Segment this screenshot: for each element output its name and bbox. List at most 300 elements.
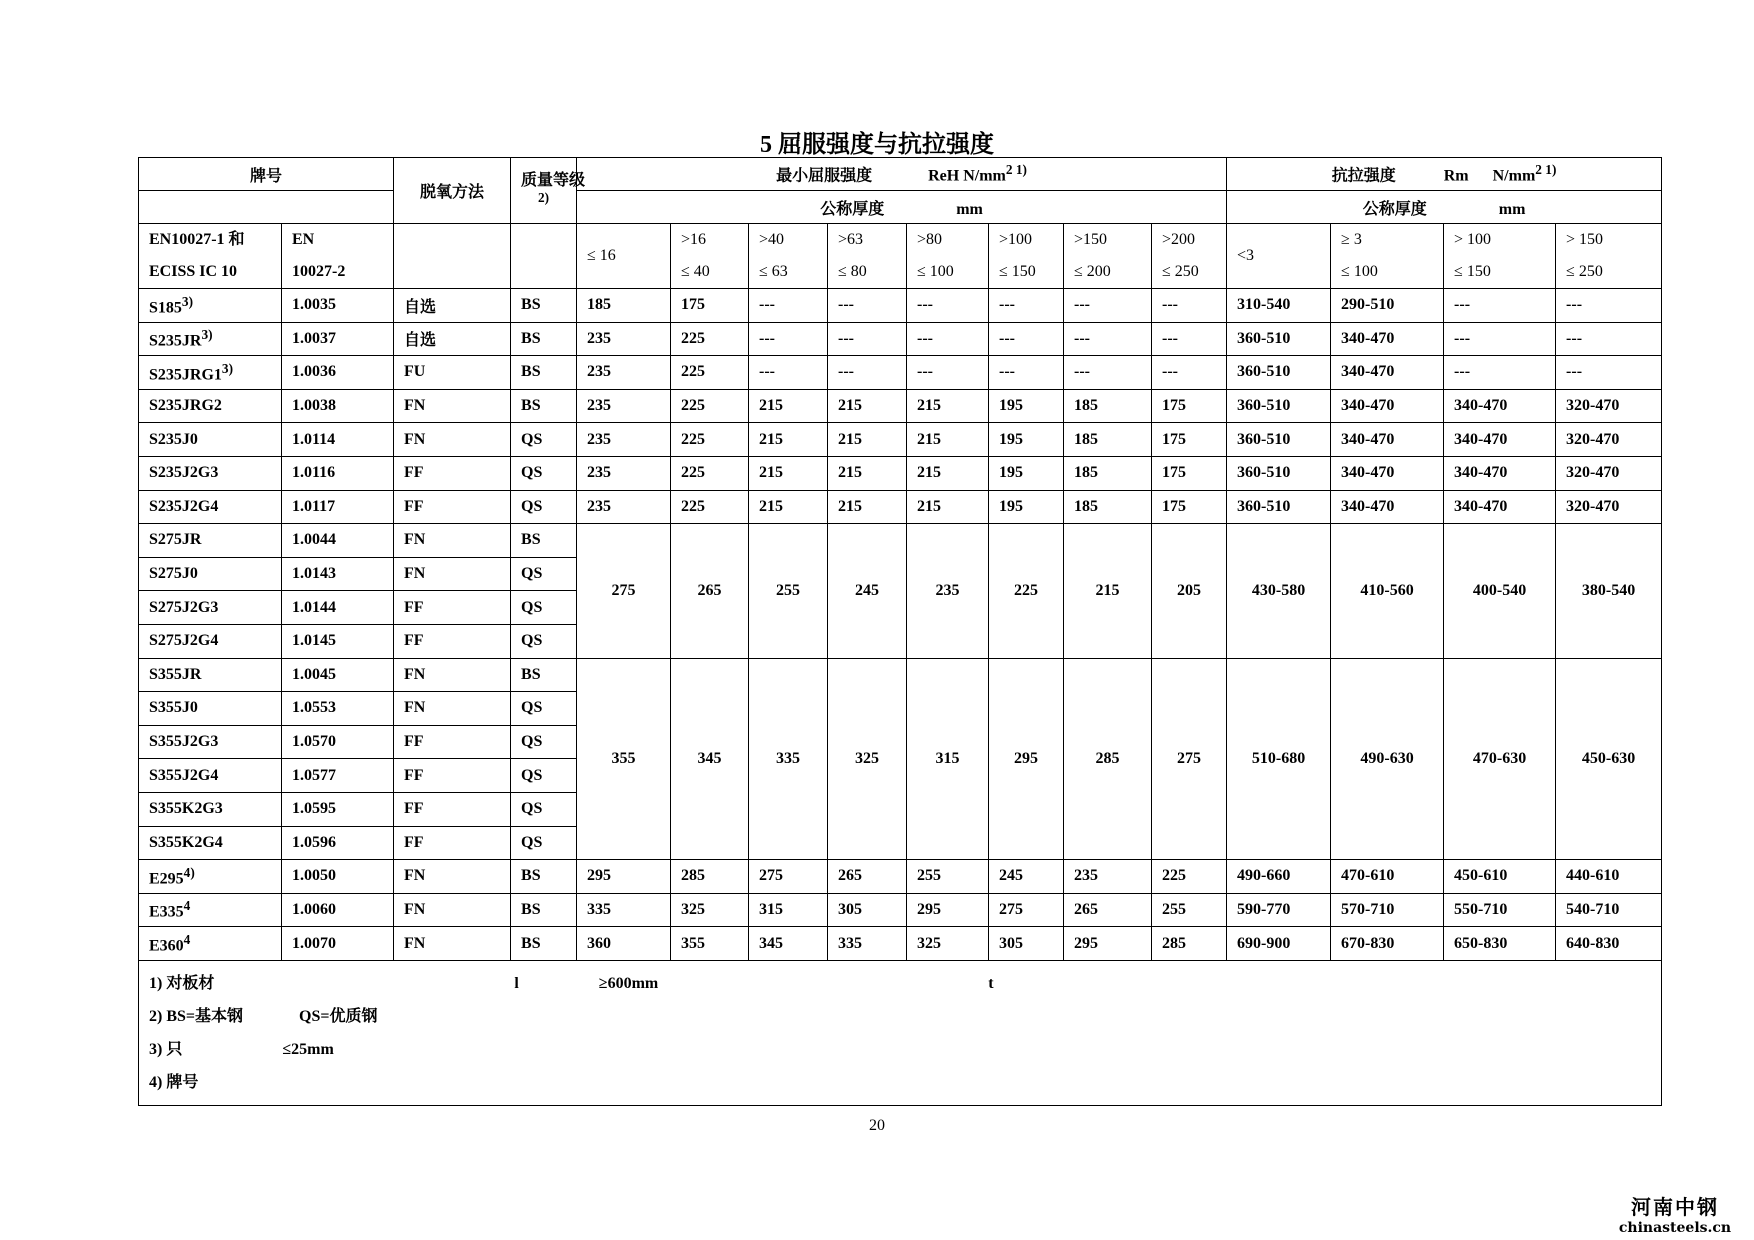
thickness-range-header bbox=[1152, 224, 1227, 289]
deoxidation-method: FF bbox=[394, 792, 511, 826]
note-3-a: 3) 只 bbox=[149, 1040, 183, 1058]
thickness-range-lower: > 150 bbox=[1566, 231, 1604, 248]
yield-value: 185 bbox=[577, 289, 671, 323]
yield-value: --- bbox=[1152, 322, 1227, 356]
material-number: 1.0037 bbox=[282, 322, 394, 356]
tensile-value: --- bbox=[1444, 356, 1556, 390]
thickness-range-lower: ≥ 3 bbox=[1341, 231, 1362, 248]
header-deoxidation: 脱氧方法 bbox=[394, 158, 511, 224]
thickness-range-upper: ≤ 100 bbox=[917, 263, 954, 280]
header-tensile-symbol: Rm bbox=[1443, 167, 1469, 185]
header-quality-spacer bbox=[511, 224, 577, 289]
strength-table-container bbox=[138, 157, 1661, 1106]
thickness-range-upper: ≤ 80 bbox=[838, 263, 867, 280]
yield-value: 215 bbox=[828, 423, 907, 457]
header-yield-title: 最小屈服强度 bbox=[776, 167, 873, 185]
material-number: 1.0035 bbox=[282, 289, 394, 323]
grade-name: S275J2G4 bbox=[149, 632, 219, 650]
thickness-range-upper: ≤ 63 bbox=[759, 263, 788, 280]
yield-value-merged: 255 bbox=[749, 524, 828, 658]
grade-footnote: 4 bbox=[183, 898, 191, 914]
tensile-value: 360-510 bbox=[1227, 322, 1331, 356]
grade-name: S275J2G3 bbox=[149, 598, 219, 616]
material-number: 1.0596 bbox=[282, 826, 394, 860]
quality-class: QS bbox=[511, 624, 577, 658]
thickness-range-upper: ≤ 150 bbox=[1454, 263, 1491, 280]
grade-footnote: 4 bbox=[183, 931, 191, 947]
thickness-range-upper: ≤ 250 bbox=[1566, 263, 1603, 280]
grade-cell bbox=[139, 893, 282, 927]
yield-value: 275 bbox=[749, 860, 828, 894]
tensile-value: 360-510 bbox=[1227, 389, 1331, 423]
grade-name: S355K2G4 bbox=[149, 833, 223, 851]
thickness-range-header bbox=[1227, 224, 1331, 289]
yield-value: --- bbox=[1064, 356, 1152, 390]
header-deox-spacer bbox=[394, 224, 511, 289]
yield-value: 215 bbox=[907, 490, 989, 524]
yield-value: 295 bbox=[1064, 927, 1152, 961]
yield-value: 295 bbox=[907, 893, 989, 927]
watermark-en: chinasteels.cn bbox=[1618, 1220, 1732, 1236]
yield-value: 185 bbox=[1064, 389, 1152, 423]
yield-value: 255 bbox=[907, 860, 989, 894]
tensile-value: 290-510 bbox=[1331, 289, 1444, 323]
quality-class: QS bbox=[511, 490, 577, 524]
tensile-value: 570-710 bbox=[1331, 893, 1444, 927]
header-tensile-title: 抗拉强度 bbox=[1331, 167, 1396, 185]
header-quality-label: 质量等级 bbox=[521, 172, 586, 190]
yield-value: 325 bbox=[907, 927, 989, 961]
page-title: 5 屈服强度与抗拉强度 bbox=[760, 132, 994, 158]
tensile-value-merged: 450-630 bbox=[1556, 658, 1662, 860]
thickness-range-header bbox=[907, 224, 989, 289]
note-2 bbox=[149, 1000, 1651, 1033]
yield-value-merged: 315 bbox=[907, 658, 989, 860]
header-en10027-1 bbox=[139, 224, 282, 289]
deoxidation-method: FF bbox=[394, 759, 511, 793]
grade-name: E335 bbox=[149, 903, 184, 921]
yield-value: 215 bbox=[749, 456, 828, 490]
grade-cell bbox=[139, 557, 282, 591]
deoxidation-method: FF bbox=[394, 490, 511, 524]
note-1 bbox=[149, 967, 1651, 1000]
grade-cell bbox=[139, 692, 282, 726]
material-number: 1.0577 bbox=[282, 759, 394, 793]
grade-cell bbox=[139, 289, 282, 323]
yield-value: 335 bbox=[577, 893, 671, 927]
yield-value: 175 bbox=[671, 289, 749, 323]
grade-name: S355J0 bbox=[149, 699, 198, 717]
thickness-range-header bbox=[989, 224, 1064, 289]
yield-value: 175 bbox=[1152, 389, 1227, 423]
tensile-value: 360-510 bbox=[1227, 423, 1331, 457]
yield-value: --- bbox=[1152, 356, 1227, 390]
note-1-c: ≥600mm bbox=[598, 974, 659, 992]
yield-value: 335 bbox=[828, 927, 907, 961]
yield-value-merged: 345 bbox=[671, 658, 749, 860]
header-yield-symbol: ReH N/mm bbox=[928, 167, 1006, 185]
grade-name: S275JR bbox=[149, 531, 202, 549]
yield-value: 355 bbox=[671, 927, 749, 961]
yield-value-merged: 265 bbox=[671, 524, 749, 658]
yield-value: 275 bbox=[989, 893, 1064, 927]
grade-cell bbox=[139, 389, 282, 423]
tensile-value: 550-710 bbox=[1444, 893, 1556, 927]
thickness-range-lower: <3 bbox=[1237, 247, 1255, 264]
grade-cell bbox=[139, 591, 282, 625]
deoxidation-method: FN bbox=[394, 692, 511, 726]
thickness-range-lower: >100 bbox=[999, 231, 1033, 248]
yield-value: 215 bbox=[828, 389, 907, 423]
yield-value-merged: 205 bbox=[1152, 524, 1227, 658]
grade-cell bbox=[139, 423, 282, 457]
thickness-range-lower: ≤ 16 bbox=[587, 247, 616, 264]
yield-value: 195 bbox=[989, 490, 1064, 524]
thickness-range-upper: ≤ 200 bbox=[1074, 263, 1111, 280]
table-row bbox=[139, 356, 1662, 390]
grade-cell bbox=[139, 759, 282, 793]
material-number: 1.0060 bbox=[282, 893, 394, 927]
yield-value: 215 bbox=[749, 389, 828, 423]
yield-value: 325 bbox=[671, 893, 749, 927]
deoxidation-method: FF bbox=[394, 624, 511, 658]
yield-value: --- bbox=[1064, 289, 1152, 323]
grade-name: S355J2G3 bbox=[149, 733, 219, 751]
grade-name: S185 bbox=[149, 298, 182, 316]
note-1-d: t bbox=[988, 974, 994, 992]
tensile-value: --- bbox=[1556, 322, 1662, 356]
material-number: 1.0044 bbox=[282, 524, 394, 558]
quality-class: BS bbox=[511, 927, 577, 961]
material-number: 1.0595 bbox=[282, 792, 394, 826]
material-number: 1.0145 bbox=[282, 624, 394, 658]
yield-value: 225 bbox=[671, 490, 749, 524]
note-3 bbox=[149, 1033, 1651, 1066]
grade-name: S275J0 bbox=[149, 565, 198, 583]
table-row bbox=[139, 289, 1662, 323]
yield-value: --- bbox=[989, 356, 1064, 390]
yield-value: 315 bbox=[749, 893, 828, 927]
tensile-value: 640-830 bbox=[1556, 927, 1662, 961]
quality-class: BS bbox=[511, 658, 577, 692]
yield-value: 215 bbox=[907, 456, 989, 490]
header-tensile-mm: mm bbox=[1498, 200, 1526, 218]
header-tensile-sup: 2 1) bbox=[1535, 162, 1557, 178]
note-1-b: l bbox=[514, 974, 519, 992]
grade-cell bbox=[139, 826, 282, 860]
tensile-value: 650-830 bbox=[1444, 927, 1556, 961]
material-number: 1.0570 bbox=[282, 725, 394, 759]
yield-value: 305 bbox=[828, 893, 907, 927]
yield-value: 235 bbox=[577, 356, 671, 390]
tensile-value-merged: 380-540 bbox=[1556, 524, 1662, 658]
grade-name: E360 bbox=[149, 937, 184, 955]
yield-value: 285 bbox=[671, 860, 749, 894]
material-number: 1.0553 bbox=[282, 692, 394, 726]
yield-value: 245 bbox=[989, 860, 1064, 894]
grade-cell bbox=[139, 524, 282, 558]
table-row bbox=[139, 893, 1662, 927]
yield-value: --- bbox=[749, 289, 828, 323]
yield-value: 295 bbox=[577, 860, 671, 894]
tensile-value: 340-470 bbox=[1331, 389, 1444, 423]
watermark-cn: 河南中钢 bbox=[1631, 1195, 1719, 1219]
quality-class: QS bbox=[511, 423, 577, 457]
deoxidation-method: FF bbox=[394, 591, 511, 625]
yield-value-merged: 275 bbox=[577, 524, 671, 658]
grade-cell bbox=[139, 792, 282, 826]
thickness-range-header bbox=[577, 224, 671, 289]
yield-value: 215 bbox=[749, 490, 828, 524]
grade-footnote: 3) bbox=[221, 360, 234, 376]
deoxidation-method: FU bbox=[394, 356, 511, 390]
yield-value: --- bbox=[828, 322, 907, 356]
grade-footnote: 3) bbox=[201, 327, 213, 343]
table-row bbox=[139, 423, 1662, 457]
tensile-value: 340-470 bbox=[1331, 423, 1444, 457]
watermark-logo bbox=[1600, 1191, 1750, 1236]
header-grade-spacer bbox=[139, 191, 394, 224]
quality-class: BS bbox=[511, 322, 577, 356]
thickness-range-lower: >40 bbox=[759, 231, 785, 248]
thickness-range-header bbox=[1444, 224, 1556, 289]
yield-value: --- bbox=[907, 322, 989, 356]
grade-name: S355J2G4 bbox=[149, 766, 219, 784]
yield-value-merged: 295 bbox=[989, 658, 1064, 860]
header-yield bbox=[577, 158, 1227, 191]
grade-name: S235JR bbox=[149, 332, 202, 350]
header-en10027-1-a: EN10027-1 和 bbox=[149, 231, 245, 248]
header-quality-sup: 2) bbox=[537, 190, 550, 206]
quality-class: QS bbox=[511, 591, 577, 625]
yield-value: 265 bbox=[828, 860, 907, 894]
grade-cell bbox=[139, 860, 282, 894]
material-number: 1.0038 bbox=[282, 389, 394, 423]
tensile-value-merged: 490-630 bbox=[1331, 658, 1444, 860]
thickness-range-lower: >63 bbox=[838, 231, 864, 248]
grade-footnote: 3) bbox=[181, 293, 194, 309]
header-yield-mm: mm bbox=[956, 200, 983, 218]
yield-value: --- bbox=[828, 356, 907, 390]
header-yield-sup: 2 1) bbox=[1005, 162, 1027, 178]
tensile-value: 440-610 bbox=[1556, 860, 1662, 894]
deoxidation-method: FN bbox=[394, 658, 511, 692]
yield-value: --- bbox=[1152, 289, 1227, 323]
thickness-range-header bbox=[749, 224, 828, 289]
yield-value-merged: 235 bbox=[907, 524, 989, 658]
yield-value: --- bbox=[749, 356, 828, 390]
grade-name: E295 bbox=[149, 870, 184, 888]
yield-value: 225 bbox=[671, 423, 749, 457]
tensile-value: 320-470 bbox=[1556, 490, 1662, 524]
thickness-range-header bbox=[1064, 224, 1152, 289]
tensile-value-merged: 510-680 bbox=[1227, 658, 1331, 860]
yield-value-merged: 245 bbox=[828, 524, 907, 658]
quality-class: QS bbox=[511, 557, 577, 591]
thickness-range-upper: ≤ 150 bbox=[999, 263, 1036, 280]
tensile-value: 450-610 bbox=[1444, 860, 1556, 894]
yield-value: --- bbox=[749, 322, 828, 356]
yield-value: 305 bbox=[989, 927, 1064, 961]
strength-table bbox=[138, 157, 1662, 1106]
quality-class: BS bbox=[511, 893, 577, 927]
grade-footnote: 4) bbox=[183, 864, 195, 880]
yield-value: --- bbox=[907, 356, 989, 390]
tensile-value: 360-510 bbox=[1227, 490, 1331, 524]
yield-value: 235 bbox=[577, 423, 671, 457]
quality-class: BS bbox=[511, 860, 577, 894]
grade-cell bbox=[139, 927, 282, 961]
grade-cell bbox=[139, 322, 282, 356]
tensile-value: 340-470 bbox=[1444, 423, 1556, 457]
yield-value: 185 bbox=[1064, 490, 1152, 524]
tensile-value: 690-900 bbox=[1227, 927, 1331, 961]
yield-value: 215 bbox=[749, 423, 828, 457]
tensile-value: --- bbox=[1444, 289, 1556, 323]
tensile-value: 340-470 bbox=[1331, 356, 1444, 390]
yield-value: 175 bbox=[1152, 490, 1227, 524]
yield-value-merged: 325 bbox=[828, 658, 907, 860]
tensile-value: 340-470 bbox=[1331, 456, 1444, 490]
yield-value: 285 bbox=[1152, 927, 1227, 961]
quality-class: QS bbox=[511, 456, 577, 490]
material-number: 1.0070 bbox=[282, 927, 394, 961]
tensile-value: 340-470 bbox=[1331, 490, 1444, 524]
grade-name: S235J2G4 bbox=[149, 497, 219, 515]
yield-value: 225 bbox=[671, 322, 749, 356]
header-en10027-2-a: EN bbox=[292, 231, 315, 248]
thickness-range-lower: >150 bbox=[1074, 231, 1108, 248]
quality-class: QS bbox=[511, 692, 577, 726]
yield-value: 215 bbox=[828, 456, 907, 490]
yield-value-merged: 285 bbox=[1064, 658, 1152, 860]
tensile-value: 340-470 bbox=[1444, 490, 1556, 524]
quality-class: BS bbox=[511, 356, 577, 390]
deoxidation-method: FN bbox=[394, 927, 511, 961]
quality-class: BS bbox=[511, 289, 577, 323]
table-row bbox=[139, 456, 1662, 490]
tensile-value: 670-830 bbox=[1331, 927, 1444, 961]
page-number: 20 bbox=[869, 1117, 885, 1134]
tensile-value-merged: 400-540 bbox=[1444, 524, 1556, 658]
material-number: 1.0114 bbox=[282, 423, 394, 457]
yield-value: 235 bbox=[577, 456, 671, 490]
notes-row bbox=[139, 960, 1662, 1105]
header-yield-thickness bbox=[577, 191, 1227, 224]
quality-class: QS bbox=[511, 725, 577, 759]
header-yield-thickness-label: 公称厚度 bbox=[820, 200, 885, 218]
note-1-a: 1) 对板材 bbox=[149, 974, 215, 992]
material-number: 1.0050 bbox=[282, 860, 394, 894]
grade-cell bbox=[139, 658, 282, 692]
thickness-range-header bbox=[828, 224, 907, 289]
tensile-value: 360-510 bbox=[1227, 356, 1331, 390]
yield-value: 265 bbox=[1064, 893, 1152, 927]
material-number: 1.0143 bbox=[282, 557, 394, 591]
tensile-value: 360-510 bbox=[1227, 456, 1331, 490]
tensile-value: 320-470 bbox=[1556, 456, 1662, 490]
grade-cell bbox=[139, 356, 282, 390]
material-number: 1.0116 bbox=[282, 456, 394, 490]
quality-class: QS bbox=[511, 759, 577, 793]
notes-cell bbox=[139, 960, 1662, 1105]
yield-value-merged: 225 bbox=[989, 524, 1064, 658]
deoxidation-method: FN bbox=[394, 389, 511, 423]
tensile-value: 340-470 bbox=[1444, 389, 1556, 423]
tensile-value: 320-470 bbox=[1556, 389, 1662, 423]
yield-value: --- bbox=[989, 289, 1064, 323]
yield-value: 360 bbox=[577, 927, 671, 961]
yield-value: 215 bbox=[907, 389, 989, 423]
header-en10027-2 bbox=[282, 224, 394, 289]
yield-value: 225 bbox=[671, 356, 749, 390]
material-number: 1.0144 bbox=[282, 591, 394, 625]
deoxidation-method: FN bbox=[394, 423, 511, 457]
yield-value: 235 bbox=[577, 490, 671, 524]
material-number: 1.0036 bbox=[282, 356, 394, 390]
header-en10027-2-b: 10027-2 bbox=[292, 263, 346, 280]
yield-value: 175 bbox=[1152, 456, 1227, 490]
thickness-range-lower: > 100 bbox=[1454, 231, 1492, 248]
grade-name: S235J2G3 bbox=[149, 464, 219, 482]
yield-value: 225 bbox=[671, 389, 749, 423]
yield-value: 175 bbox=[1152, 423, 1227, 457]
tensile-value: 540-710 bbox=[1556, 893, 1662, 927]
thickness-range-upper: ≤ 250 bbox=[1162, 263, 1199, 280]
yield-value: 185 bbox=[1064, 423, 1152, 457]
table-row bbox=[139, 490, 1662, 524]
table-row bbox=[139, 927, 1662, 961]
note-3-b: ≤25mm bbox=[282, 1040, 334, 1058]
thickness-range-header bbox=[1331, 224, 1444, 289]
yield-value: 195 bbox=[989, 423, 1064, 457]
header-tensile-thickness-label: 公称厚度 bbox=[1362, 200, 1427, 218]
tensile-value: 320-470 bbox=[1556, 423, 1662, 457]
yield-value: 345 bbox=[749, 927, 828, 961]
thickness-range-lower: >16 bbox=[681, 231, 707, 248]
yield-value: --- bbox=[907, 289, 989, 323]
table-row bbox=[139, 658, 1662, 692]
header-quality bbox=[511, 158, 586, 224]
material-number: 1.0117 bbox=[282, 490, 394, 524]
yield-value: 195 bbox=[989, 456, 1064, 490]
note-4: 4) 牌号 bbox=[149, 1073, 199, 1091]
yield-value-merged: 275 bbox=[1152, 658, 1227, 860]
tensile-value: 590-770 bbox=[1227, 893, 1331, 927]
yield-value: --- bbox=[1064, 322, 1152, 356]
thickness-range-lower: >200 bbox=[1162, 231, 1196, 248]
quality-class: QS bbox=[511, 792, 577, 826]
yield-value: 255 bbox=[1152, 893, 1227, 927]
deoxidation-method: FF bbox=[394, 725, 511, 759]
tensile-value: 340-470 bbox=[1444, 456, 1556, 490]
tensile-value-merged: 410-560 bbox=[1331, 524, 1444, 658]
quality-class: BS bbox=[511, 389, 577, 423]
tensile-value: --- bbox=[1556, 289, 1662, 323]
yield-value: 185 bbox=[1064, 456, 1152, 490]
thickness-range-upper: ≤ 100 bbox=[1341, 263, 1378, 280]
grade-name: S235JRG2 bbox=[149, 397, 222, 415]
header-tensile-unit: N/mm bbox=[1492, 167, 1536, 185]
yield-value: 215 bbox=[907, 423, 989, 457]
yield-value-merged: 215 bbox=[1064, 524, 1152, 658]
deoxidation-method: 自选 bbox=[394, 289, 511, 323]
thickness-range-upper: ≤ 40 bbox=[681, 263, 710, 280]
header-en10027-1-b: ECISS IC 10 bbox=[149, 263, 238, 280]
grade-name: S235JRG1 bbox=[149, 366, 222, 384]
deoxidation-method: FN bbox=[394, 893, 511, 927]
deoxidation-method: FN bbox=[394, 557, 511, 591]
